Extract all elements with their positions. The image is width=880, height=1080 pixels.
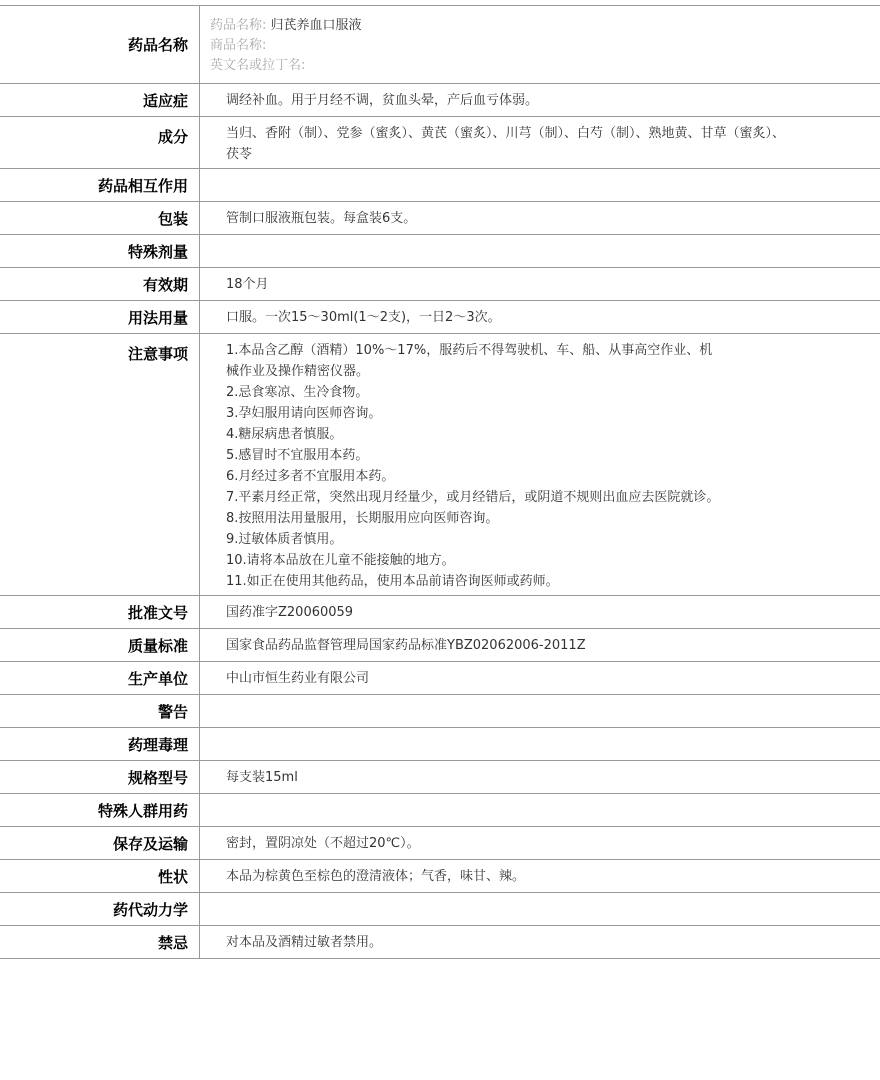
english-name-key: 英文名或拉丁名: — [210, 58, 306, 73]
english-name-line — [210, 56, 362, 76]
row-pharmacokinetics — [0, 893, 880, 926]
drug-info-table — [0, 5, 880, 959]
value-ingredients — [200, 117, 880, 168]
value-indication: 调经补血。用于月经不调，贫血头晕，产后血亏体弱。 — [226, 92, 539, 108]
precaution-line: 9.过敏体质者慎用。 — [226, 532, 343, 547]
value-toxicology — [200, 728, 880, 760]
precaution-line: 6.月经过多者不宜服用本药。 — [226, 469, 395, 484]
row-contraindications — [0, 926, 880, 959]
label-indication: 适应症 — [0, 84, 200, 116]
label-precautions: 注意事项 — [0, 334, 200, 595]
row-package — [0, 202, 880, 235]
value-standard: 国家食品药品监督管理局国家药品标准YBZ02062006-2011Z — [226, 637, 586, 653]
precaution-line: 7.平素月经正常，突然出现月经量少，或月经错后，或阴道不规则出血应去医院就诊。 — [226, 490, 720, 505]
label-storage: 保存及运输 — [0, 827, 200, 859]
precaution-line: 5.感冒时不宜服用本药。 — [226, 448, 369, 463]
row-standard — [0, 629, 880, 662]
value-special-groups — [200, 794, 880, 826]
row-usage — [0, 301, 880, 334]
label-toxicology: 药理毒理 — [0, 728, 200, 760]
row-ingredients — [0, 117, 880, 169]
ingredients-text: 当归、香附（制）、党参（蜜炙）、黄芪（蜜炙）、川芎（制）、白芍（制）、熟地黄、甘草（蜜炙）、茯苓 — [226, 126, 786, 162]
precaution-line: 8.按照用法用量服用，长期服用应向医师咨询。 — [226, 511, 499, 526]
row-manufacturer — [0, 662, 880, 695]
value-manufacturer: 中山市恒生药业有限公司 — [226, 670, 370, 686]
row-storage — [0, 827, 880, 860]
precautions-list — [200, 334, 719, 595]
precaution-line: 械作业及操作精密仪器。 — [226, 364, 370, 379]
trade-name-key: 商品名称: — [210, 38, 267, 53]
label-character: 性状 — [0, 860, 200, 892]
drug-name-block — [200, 6, 362, 83]
value-character: 本品为棕黄色至棕色的澄清液体；气香，味甘、辣。 — [226, 868, 526, 884]
label-ingredients: 成分 — [0, 117, 200, 168]
value-interaction — [200, 169, 880, 201]
label-drug-name: 药品名称 — [0, 6, 200, 83]
value-special-dose — [200, 235, 880, 267]
label-interaction: 药品相互作用 — [0, 169, 200, 201]
label-spec: 规格型号 — [0, 761, 200, 793]
precaution-line: 10.请将本品放在儿童不能接触的地方。 — [226, 553, 455, 568]
row-precautions — [0, 334, 880, 596]
row-indication — [0, 84, 880, 117]
row-special-dose — [0, 235, 880, 268]
value-storage: 密封，置阴凉处（不超过20℃）。 — [226, 835, 420, 851]
trade-name-line — [210, 36, 362, 56]
label-special-dose: 特殊剂量 — [0, 235, 200, 267]
value-package: 管制口服液瓶包装。每盒装6支。 — [226, 210, 417, 226]
label-validity: 有效期 — [0, 268, 200, 300]
row-toxicology — [0, 728, 880, 761]
label-pharmacokinetics: 药代动力学 — [0, 893, 200, 925]
row-spec — [0, 761, 880, 794]
label-warning: 警告 — [0, 695, 200, 727]
row-drug-name — [0, 6, 880, 84]
row-special-groups — [0, 794, 880, 827]
label-approval: 批准文号 — [0, 596, 200, 628]
precaution-line: 2.忌食寒凉、生冷食物。 — [226, 385, 369, 400]
value-spec: 每支装15ml — [226, 769, 298, 785]
precaution-line: 4.糖尿病患者慎服。 — [226, 427, 343, 442]
generic-name-line — [210, 16, 362, 36]
label-special-groups: 特殊人群用药 — [0, 794, 200, 826]
precaution-line: 3.孕妇服用请向医师咨询。 — [226, 406, 382, 421]
row-warning — [0, 695, 880, 728]
generic-name-value: 归芪养血口服液 — [270, 18, 362, 33]
value-usage: 口服。一次15～30ml(1～2支)，一日2～3次。 — [226, 309, 501, 325]
value-contraindications: 对本品及酒精过敏者禁用。 — [226, 934, 383, 950]
label-manufacturer: 生产单位 — [0, 662, 200, 694]
label-package: 包装 — [0, 202, 200, 234]
label-standard: 质量标准 — [0, 629, 200, 661]
label-usage: 用法用量 — [0, 301, 200, 333]
label-contraindications: 禁忌 — [0, 926, 200, 958]
value-validity: 18个月 — [226, 276, 269, 292]
row-approval — [0, 596, 880, 629]
value-approval: 国药准字Z20060059 — [226, 604, 354, 620]
value-warning — [200, 695, 880, 727]
value-pharmacokinetics — [200, 893, 880, 925]
row-validity — [0, 268, 880, 301]
row-interaction — [0, 169, 880, 202]
generic-name-key: 药品名称: — [210, 18, 267, 33]
precaution-line: 11.如正在使用其他药品，使用本品前请咨询医师或药师。 — [226, 574, 559, 589]
row-character — [0, 860, 880, 893]
precaution-line: 1.本品含乙醇（酒精）10%～17%，服药后不得驾驶机、车、船、从事高空作业、机 — [226, 343, 713, 358]
